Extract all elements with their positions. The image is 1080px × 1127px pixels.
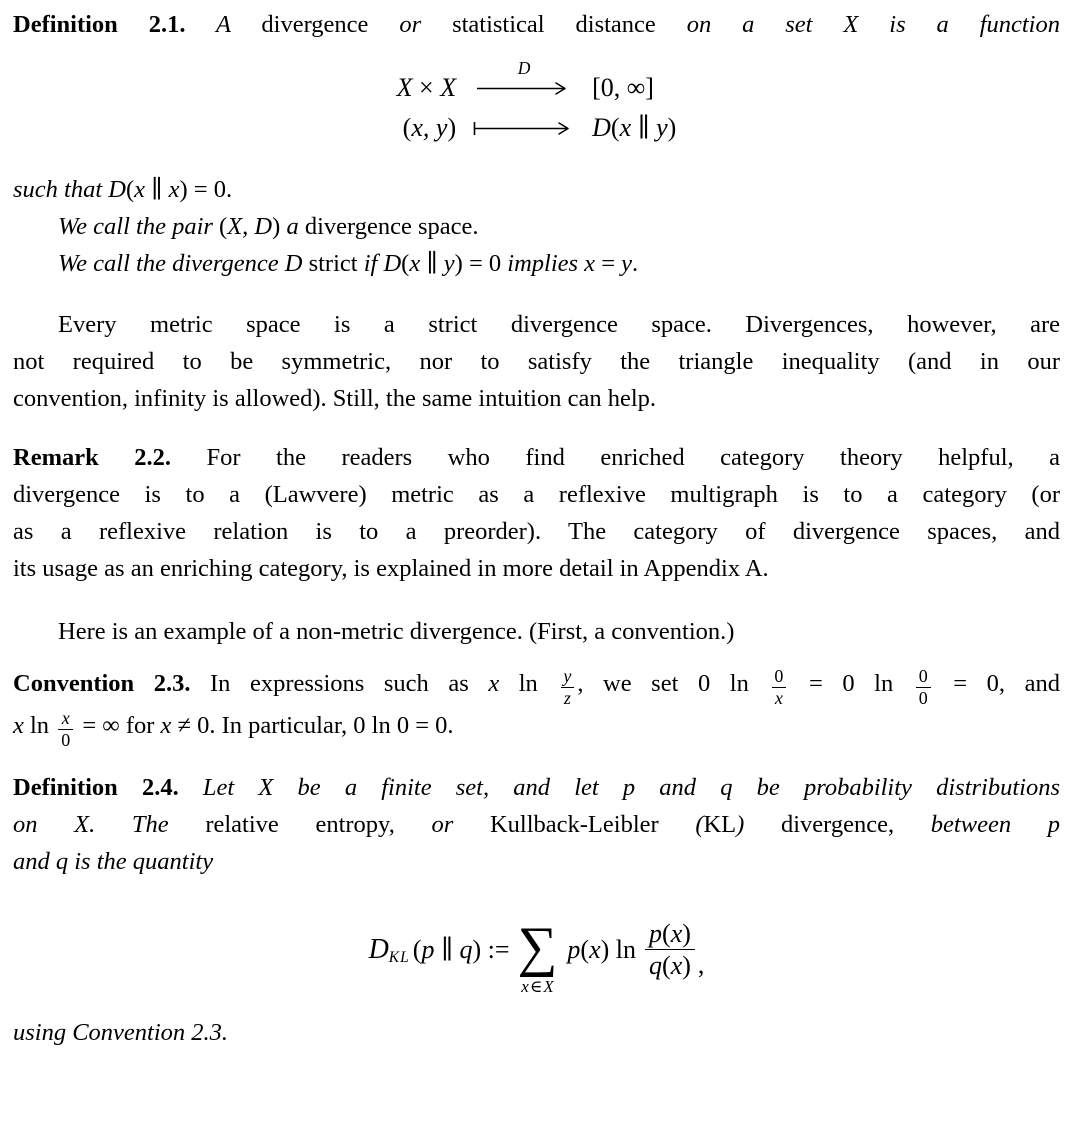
text-run: ≠ 0. In particular, 0 ln 0 = 0. <box>171 712 454 740</box>
fraction-numerator: 0 <box>774 666 784 686</box>
mapsto-arrow-icon <box>472 120 576 137</box>
fraction-numerator: x <box>61 708 70 729</box>
text-run: ( <box>580 934 590 964</box>
text-run: ( <box>401 250 410 277</box>
definition-2-4-line-3 <box>13 843 1060 880</box>
kl-summand-prefix <box>567 934 637 964</box>
divergence-space-line <box>13 208 1060 245</box>
text-run: divergence, <box>780 810 895 838</box>
text-run: x <box>619 113 632 142</box>
text-run: ln <box>23 712 56 740</box>
text-run: x, y <box>411 113 448 142</box>
text-run: x <box>670 919 683 949</box>
text-run: ( <box>658 810 704 838</box>
text-run: and q is the quantity <box>13 847 214 875</box>
text-run: or <box>394 810 490 838</box>
fraction-denominator: 0 <box>58 729 73 751</box>
text-run: = 0, and <box>933 669 1060 697</box>
text-run: Every metric space is a strict divergence space. Divergences, however, are <box>58 311 1060 338</box>
fraction-denominator: z <box>561 687 574 709</box>
inline-fraction <box>58 708 73 750</box>
remark-2-2 <box>13 439 1060 587</box>
mapsto-arrow <box>472 120 576 137</box>
remark-2-2-line-3 <box>13 513 1060 550</box>
kl-fraction <box>645 918 695 981</box>
definition-2-4-line-2 <box>13 806 1060 843</box>
definition-2-1-heading-line <box>13 6 1060 43</box>
text-run: convention, infinity is allowed). Still, the same intuition can help. <box>13 385 657 412</box>
text-run: statistical distance <box>452 11 656 38</box>
text-run: ∈ <box>529 977 543 997</box>
text-run: ∥ <box>420 250 444 277</box>
example-intro-line <box>13 613 1060 650</box>
text-run: We call the pair <box>58 213 220 240</box>
text-run: using Convention 2.3. <box>13 1018 229 1046</box>
text-run: Definition 2.4. <box>13 773 179 801</box>
mapsto-argument <box>403 113 456 143</box>
text-run: relative entropy, <box>205 810 395 838</box>
text-run: ) <box>667 113 677 142</box>
text-run: We call the divergence <box>58 250 285 277</box>
metric-paragraph-line-2 <box>13 343 1060 380</box>
text-run: y <box>443 250 455 277</box>
text-run: Definition 2.1. <box>13 11 186 38</box>
text-run: y <box>621 250 633 277</box>
text-run: implies x <box>507 250 602 277</box>
summation <box>517 916 558 997</box>
text-run: ( <box>412 934 422 964</box>
text-run: y <box>656 113 668 142</box>
text-run: ( <box>219 213 228 240</box>
text-run: ) := <box>472 934 510 964</box>
text-run: x <box>160 712 172 740</box>
definition-2-1-tail <box>13 171 1060 282</box>
convention-2-3-line-2 <box>13 706 1060 751</box>
text-run: divergence space. <box>304 213 479 240</box>
text-run: ) <box>682 919 691 949</box>
fraction-numerator: 0 <box>918 666 928 686</box>
text-run: on a set X is a function <box>655 11 1060 38</box>
text-run: divergence is to a (Lawvere) metric as a reflexive multigraph is to a category (or <box>13 481 1060 508</box>
text-run: or <box>368 11 453 38</box>
paragraph-example-intro <box>13 613 1060 650</box>
text-run: D <box>383 250 402 277</box>
remark-2-2-line-1 <box>13 439 1060 476</box>
definition-2-1-condition-line <box>13 171 1060 208</box>
kl-subscript: KL <box>388 949 410 966</box>
text-run: between p <box>894 810 1060 838</box>
text-run: X <box>440 73 457 102</box>
convention-2-3-line-1 <box>13 664 1060 706</box>
text-run: D <box>108 176 126 203</box>
text-run: divergence <box>261 11 369 38</box>
signature-codomain <box>592 73 654 103</box>
text-run: Here is an example of a non-metric divergence. (First, a convention.) <box>58 618 735 645</box>
text-run: on X. The <box>13 810 206 838</box>
text-run: ) = 0 <box>454 250 508 277</box>
text-run: X, D <box>227 213 273 240</box>
text-run: as a reflexive relation is to a preorder). The category of divergence spaces, and <box>13 518 1060 545</box>
text-run: q <box>459 934 473 964</box>
text-run: For the readers who find enriched category theory helpful, a <box>170 444 1060 471</box>
text-run: x <box>168 176 180 203</box>
sigma-icon: ∑ <box>517 916 558 979</box>
text-run: q <box>649 951 663 981</box>
equation-kl-divergence <box>13 898 1060 1002</box>
text-run: Let X be a finite set, and let p and q be probability distributions <box>178 773 1060 801</box>
text-run: ( <box>610 113 620 142</box>
text-run: ) = 0. <box>179 176 233 203</box>
text-run: × <box>412 73 441 102</box>
text-run: x <box>670 951 683 981</box>
text-run: ) ln <box>600 934 637 964</box>
text-run: its usage as an enriching category, is explained in more detail in Appendix A. <box>13 555 769 582</box>
labeled-arrow <box>476 57 572 97</box>
text-run: KL <box>703 810 737 838</box>
signature-domain <box>397 73 456 103</box>
equation-comma: , <box>697 949 705 979</box>
text-run: X <box>396 73 413 102</box>
remark-2-2-line-2 <box>13 476 1060 513</box>
text-run: X <box>543 977 554 997</box>
text-run: p <box>567 934 581 964</box>
text-run: ( <box>125 176 135 203</box>
text-run: = 0 ln <box>789 669 913 697</box>
text-run: not required to be symmetric, nor to satisfy the triangle inequality (and in our <box>13 348 1060 375</box>
definition-2-4 <box>13 769 1060 880</box>
text-run: x <box>13 712 24 740</box>
text-run: [0, ∞] <box>592 73 654 102</box>
text-run: , we set 0 ln <box>577 669 769 697</box>
text-run: In expressions such as <box>190 669 489 697</box>
definition-2-4-line-1 <box>13 769 1060 806</box>
text-run: ) <box>272 213 281 240</box>
paragraph-metric-space <box>13 306 1060 417</box>
text-run: ∥ <box>434 934 460 964</box>
text-run: ) <box>682 951 691 981</box>
text-run: p <box>649 919 663 949</box>
text-run: Remark 2.2. <box>13 444 171 471</box>
text-run: Kullback-Leibler <box>489 810 659 838</box>
text-run: x <box>521 977 529 997</box>
text-run: strict <box>302 250 364 277</box>
text-run: ( <box>662 951 671 981</box>
text-run: x <box>134 176 146 203</box>
text-run: ln <box>499 669 558 697</box>
text-run: A <box>185 11 262 38</box>
inline-fraction <box>560 666 574 708</box>
closing-paragraph <box>13 1014 1060 1051</box>
text-run: x <box>589 934 601 964</box>
text-run: ) <box>447 113 457 142</box>
text-run: Convention 2.3. <box>13 669 191 697</box>
remark-2-2-line-4 <box>13 550 1060 587</box>
text-run: ∥ <box>145 176 169 203</box>
kl-arguments <box>412 934 510 964</box>
text-run: such that <box>13 176 109 203</box>
fraction-numerator: y <box>563 666 572 686</box>
fraction-denominator: x <box>772 687 786 709</box>
fraction-denominator: 0 <box>916 687 931 709</box>
text-run: . <box>632 250 639 277</box>
convention-2-3 <box>13 664 1060 749</box>
kl-operator-d: D <box>368 933 389 965</box>
closing-line <box>13 1014 1060 1051</box>
fraction-denominator <box>645 949 695 981</box>
inline-fraction <box>771 666 786 708</box>
metric-paragraph-line-1 <box>13 306 1060 343</box>
text-run: ( <box>662 919 671 949</box>
equation-divergence-signature <box>13 57 1060 143</box>
text-run: x <box>488 669 500 697</box>
summation-limits <box>521 978 555 995</box>
equation-grid <box>13 57 1060 143</box>
text-run: p <box>421 934 435 964</box>
text-run: a <box>280 213 305 240</box>
text-run: ∥ <box>631 113 657 142</box>
inline-fraction <box>916 666 931 708</box>
metric-paragraph-line-3 <box>13 380 1060 417</box>
strict-divergence-line <box>13 245 1060 282</box>
text-run: D <box>284 250 303 277</box>
fraction-numerator <box>645 918 695 949</box>
text-run: ) <box>736 810 781 838</box>
text-run: = ∞ for <box>76 712 161 740</box>
text-run: = <box>601 250 622 277</box>
text-run: x <box>409 250 421 277</box>
mapsto-value <box>592 113 676 143</box>
text-run: if <box>363 250 384 277</box>
text-run: D <box>592 113 611 142</box>
arrow-label: D <box>517 57 531 78</box>
text-run: ( <box>402 113 412 142</box>
right-arrow-icon <box>476 80 572 97</box>
